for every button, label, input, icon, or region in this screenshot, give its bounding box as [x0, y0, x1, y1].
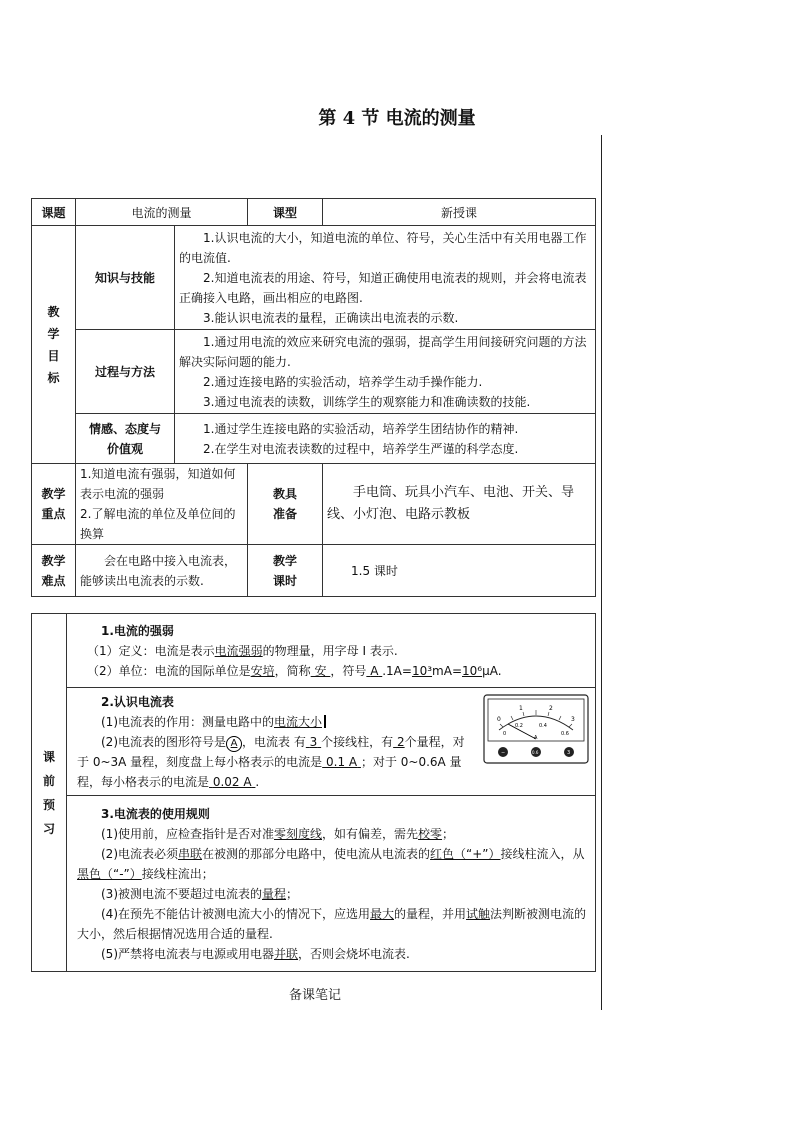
- ammeter-dial-icon: [483, 694, 589, 764]
- scale-top-0: 0: [497, 716, 501, 723]
- knowledge-label: 知识与技能: [76, 226, 175, 330]
- scale-bottom-1: 0.2: [515, 723, 523, 729]
- preview-table: [31, 613, 596, 972]
- process-label: 过程与方法: [76, 330, 175, 414]
- key-points-label: 教学 重点: [32, 464, 76, 545]
- terminal-minus: −: [501, 750, 506, 756]
- footer-notes: 备课笔记: [289, 988, 342, 1003]
- type-label: 课型: [248, 199, 323, 226]
- scale-bottom-0: 0: [503, 731, 507, 737]
- scale-top-1: 1: [519, 705, 523, 712]
- margin-divider: [601, 135, 602, 1010]
- process-content: 1.通过用电流的效应来研究电流的强弱，提高学生用间接研究问题的方法解决实际问题的能力. 2.通过连接电路的实验活动，培养学生动手操作能力. 3.通过电流表的读数，训练学生的观察能力和准确读数的技能.: [175, 330, 596, 414]
- tools-label: 教具 准备: [248, 464, 323, 545]
- scale-bottom-2: 0.4: [539, 723, 547, 729]
- lesson-info-table: [31, 198, 596, 597]
- key-points-content: 1.知道电流有强弱，知道如何表示电流的强弱 2.了解电流的单位及单位间的换算: [76, 464, 248, 545]
- tools-content: 手电筒、玩具小汽车、电池、开关、导线、小灯泡、电路示教板: [323, 464, 596, 545]
- section-current-strength: 1.电流的强弱 （1）定义：电流是表示电流强弱的物理量，用字母 I 表示. （2）单位：电流的国际单位是安培，简称 安 ，符号 A .1A=10³mA=10⁶μA.: [67, 614, 596, 688]
- type-value: 新授课: [323, 199, 596, 226]
- section-ammeter: 2.认识电流表 (1)电流表的作用：测量电路中的电流大小 (2)电流表的图形符号是 A ，电流表 有 3 个接线柱，有 2个量程，对于 0~3A 量程，刻度盘上每小格表示的电流是 0.1 A ；对于 0~0.6A 量程，每小格表示的电流是 0.02 A . 0 1 2 3 0 0.2 0.4 0.6 A − 0.6 3: [67, 688, 596, 796]
- topic-label: 课题: [32, 199, 76, 226]
- page-title: 第 4 节 电流的测量: [318, 108, 476, 129]
- attitude-label: 情感、态度与 价值观: [76, 414, 175, 464]
- difficult-content: 会在电路中接入电流表，能够读出电流表的示数.: [76, 545, 248, 597]
- meter-unit: A: [534, 735, 538, 741]
- terminal-0-6: 0.6: [532, 750, 539, 755]
- difficult-label: 教学 难点: [32, 545, 76, 597]
- time-content: 1.5 课时: [323, 545, 596, 597]
- attitude-content: 1.通过学生连接电路的实验活动，培养学生团结协作的精神. 2.在学生对电流表读数的过程中，培养学生严谨的科学态度.: [175, 414, 596, 464]
- scale-bottom-3: 0.6: [561, 731, 569, 737]
- time-label: 教学 课时: [248, 545, 323, 597]
- knowledge-content: 1.认识电流的大小，知道电流的单位、符号，关心生活中有关用电器工作的电流值. 2.知道电流表的用途、符号，知道正确使用电流表的规则，并会将电流表正确接入电路，画出相应的电路图. 3.能认识电流表的量程，正确读出电流表的示数.: [175, 226, 596, 330]
- scale-top-2: 2: [549, 705, 553, 712]
- preview-label: 课 前 预 习: [32, 614, 67, 972]
- goals-label: 教 学 目 标: [32, 226, 76, 464]
- scale-top-3: 3: [571, 716, 575, 723]
- topic-value: 电流的测量: [76, 199, 248, 226]
- section-usage-rules: 3.电流表的使用规则 (1)使用前，应检查指针是否对准零刻度线，如有偏差，需先校零； (2)电流表必须串联在被测的那部分电路中，使电流从电流表的红色（“+”）接线柱流入，从黑色（“-”）接线柱流出； (3)被测电流不要超过电流表的量程； (4)在预先不能估计被测电流大小的情况下，应选用最大的量程，并用试触法判断被测电流的大小，然后根据情况选用合适的量程. (5)严禁将电流表与电源或用电器并联，否则会烧坏电流表.: [67, 796, 596, 972]
- ammeter-symbol-icon: A: [226, 736, 242, 752]
- terminal-3: 3: [567, 750, 571, 756]
